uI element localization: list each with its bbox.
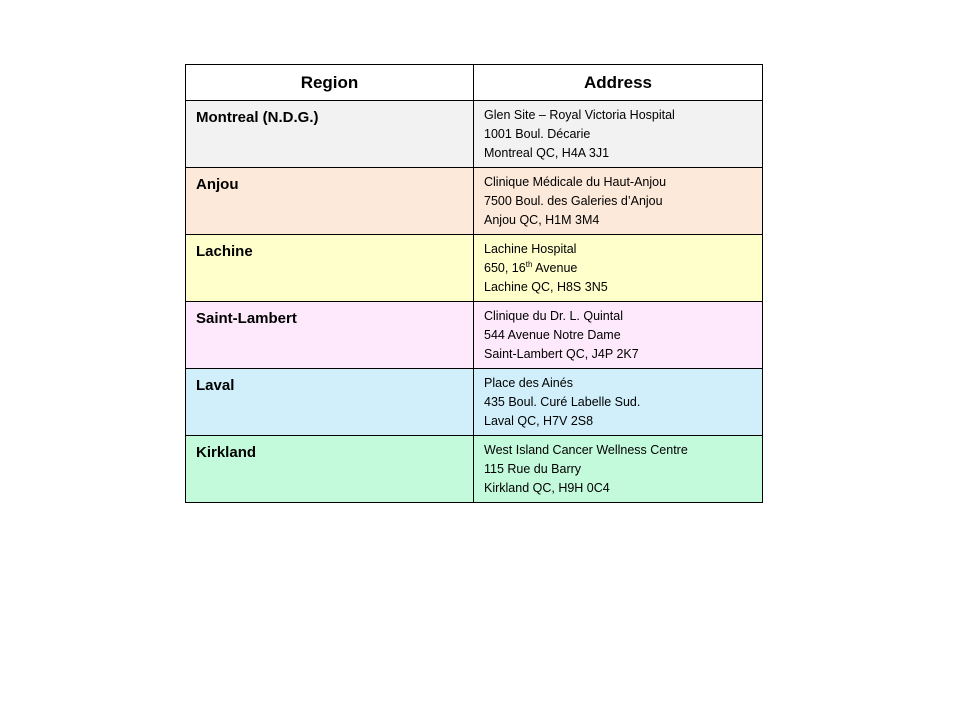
address-cell (474, 369, 763, 436)
region-cell: Kirkland (186, 436, 474, 503)
address-line: Lachine QC, H8S 3N5 (484, 280, 608, 294)
ordinal-suffix: th (525, 259, 533, 269)
address-cell (474, 436, 763, 503)
region-cell: Laval (186, 369, 474, 436)
address-line: Laval QC, H7V 2S8 (484, 414, 594, 428)
region-cell: Lachine (186, 235, 474, 302)
address-line: Kirkland QC, H9H 0C4 (484, 481, 610, 495)
address-cell (474, 302, 763, 369)
address-cell (474, 101, 763, 168)
address-cell (474, 235, 763, 302)
address-line: Glen Site – Royal Victoria Hospital (484, 108, 675, 122)
address-line: 544 Avenue Notre Dame (484, 328, 621, 342)
address-line: Saint-Lambert QC, J4P 2K7 (484, 347, 639, 361)
table-row (186, 101, 763, 168)
region-address-table (185, 64, 763, 503)
region-cell: Montreal (N.D.G.) (186, 101, 474, 168)
address-line: West Island Cancer Wellness Centre (484, 443, 688, 457)
address-line (484, 259, 762, 278)
address-line: Montreal QC, H4A 3J1 (484, 146, 610, 160)
table-row (186, 235, 763, 302)
address-line: 7500 Boul. des Galeries d’Anjou (484, 194, 663, 208)
table-row (186, 302, 763, 369)
address-line: Place des Ainés (484, 376, 573, 390)
table-row (186, 168, 763, 235)
address-line: Clinique du Dr. L. Quintal (484, 309, 623, 323)
address-cell (474, 168, 763, 235)
address-line: 115 Rue du Barry (484, 462, 582, 476)
table-header-row (186, 65, 763, 101)
address-line: Anjou QC, H1M 3M4 (484, 213, 600, 227)
address-line: Clinique Médicale du Haut-Anjou (484, 175, 667, 189)
header-region: Region (186, 65, 474, 101)
address-street-name: Avenue (532, 261, 578, 275)
address-line: 435 Boul. Curé Labelle Sud. (484, 395, 641, 409)
table-row (186, 369, 763, 436)
header-address: Address (474, 65, 763, 101)
region-cell: Saint-Lambert (186, 302, 474, 369)
region-cell: Anjou (186, 168, 474, 235)
table-row (186, 436, 763, 503)
address-line: Lachine Hospital (484, 242, 577, 256)
address-line: 1001 Boul. Décarie (484, 127, 591, 141)
address-street-number: 650, 16 (484, 261, 526, 275)
